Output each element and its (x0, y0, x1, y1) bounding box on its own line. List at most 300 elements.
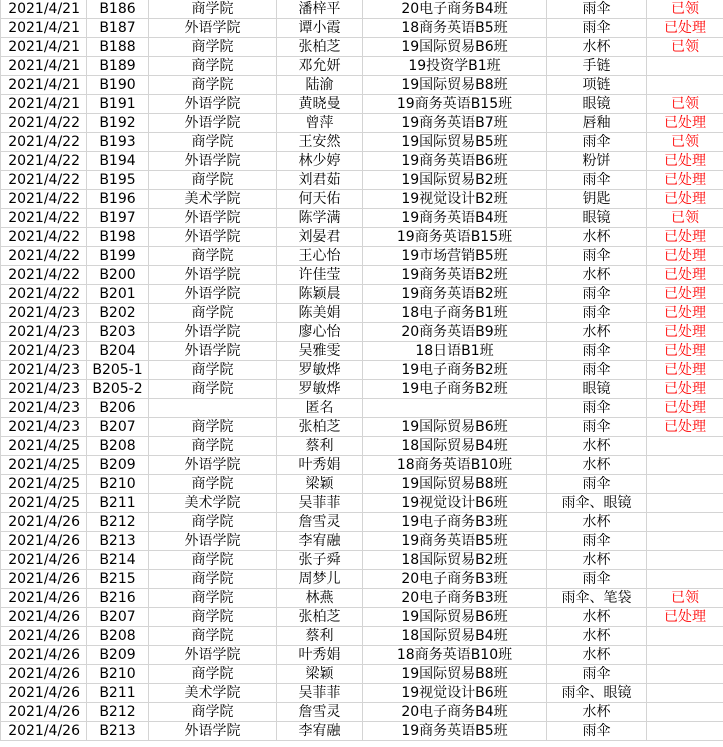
cell-college[interactable]: 商学院 (149, 380, 277, 399)
cell-code[interactable]: B197 (87, 209, 149, 228)
cell-code[interactable]: B190 (87, 76, 149, 95)
table-row (1, 304, 723, 323)
cell-date[interactable]: 2021/4/21 (1, 0, 87, 19)
cell-status[interactable]: 已处理 (647, 285, 723, 304)
cell-date[interactable]: 2021/4/22 (1, 190, 87, 209)
table-row (1, 589, 723, 608)
cell-code[interactable]: B206 (87, 399, 149, 418)
cell-item[interactable]: 水杯 (547, 627, 647, 646)
cell-code[interactable]: B199 (87, 247, 149, 266)
cell-class[interactable]: 19国际贸易B6班 (363, 418, 547, 437)
cell-status[interactable]: 已处理 (647, 342, 723, 361)
cell-item[interactable]: 雨伞 (547, 0, 647, 19)
cell-name[interactable]: 邓允妍 (277, 57, 363, 76)
cell-date[interactable]: 2021/4/23 (1, 304, 87, 323)
cell-item[interactable]: 水杯 (547, 646, 647, 665)
cell-code[interactable]: B208 (87, 437, 149, 456)
table-row (1, 513, 723, 532)
table-row (1, 646, 723, 665)
cell-class[interactable]: 19国际贸易B5班 (363, 133, 547, 152)
cell-status[interactable]: 已处理 (647, 152, 723, 171)
cell-item[interactable]: 水杯 (547, 437, 647, 456)
cell-code[interactable]: B196 (87, 190, 149, 209)
cell-class[interactable]: 19商务英语B2班 (363, 285, 547, 304)
cell-college[interactable]: 外语学院 (149, 114, 277, 133)
cell-date[interactable]: 2021/4/23 (1, 380, 87, 399)
cell-item[interactable]: 雨伞 (547, 304, 647, 323)
cell-class[interactable] (363, 399, 547, 418)
cell-date[interactable]: 2021/4/26 (1, 570, 87, 589)
cell-name[interactable]: 廖心怡 (277, 323, 363, 342)
cell-code[interactable]: B209 (87, 456, 149, 475)
cell-name[interactable]: 李宥融 (277, 722, 363, 741)
cell-name[interactable]: 张柏芝 (277, 608, 363, 627)
cell-status[interactable]: 已领 (647, 589, 723, 608)
cell-code[interactable]: B186 (87, 0, 149, 19)
cell-code[interactable]: B208 (87, 627, 149, 646)
cell-college[interactable]: 外语学院 (149, 722, 277, 741)
table-row (1, 361, 723, 380)
cell-item[interactable]: 唇釉 (547, 114, 647, 133)
cell-status[interactable]: 已处理 (647, 323, 723, 342)
cell-name[interactable]: 刘晏君 (277, 228, 363, 247)
cell-item[interactable]: 水杯 (547, 513, 647, 532)
cell-status[interactable]: 已领 (647, 38, 723, 57)
cell-date[interactable]: 2021/4/25 (1, 456, 87, 475)
cell-item[interactable]: 水杯 (547, 456, 647, 475)
cell-date[interactable]: 2021/4/26 (1, 703, 87, 722)
cell-code[interactable]: B210 (87, 475, 149, 494)
cell-college[interactable] (149, 399, 277, 418)
cell-item[interactable]: 雨伞 (547, 532, 647, 551)
cell-status[interactable] (647, 722, 723, 741)
cell-code[interactable]: B215 (87, 570, 149, 589)
cell-status[interactable] (647, 551, 723, 570)
cell-code[interactable]: B213 (87, 532, 149, 551)
cell-name[interactable]: 谭小霞 (277, 19, 363, 38)
cell-class[interactable]: 18日语B1班 (363, 342, 547, 361)
cell-class[interactable]: 18国际贸易B4班 (363, 437, 547, 456)
cell-class[interactable]: 19商务英语B5班 (363, 532, 547, 551)
cell-item[interactable]: 雨伞 (547, 722, 647, 741)
cell-status[interactable]: 已领 (647, 209, 723, 228)
cell-name[interactable]: 张柏芝 (277, 418, 363, 437)
cell-college[interactable]: 商学院 (149, 57, 277, 76)
cell-status[interactable]: 已领 (647, 95, 723, 114)
cell-college[interactable]: 商学院 (149, 703, 277, 722)
table-row (1, 475, 723, 494)
cell-class[interactable]: 19国际贸易B2班 (363, 171, 547, 190)
cell-item[interactable]: 眼镜 (547, 209, 647, 228)
cell-status[interactable] (647, 513, 723, 532)
cell-class[interactable]: 19国际贸易B6班 (363, 38, 547, 57)
cell-date[interactable]: 2021/4/22 (1, 152, 87, 171)
cell-status[interactable] (647, 57, 723, 76)
cell-item[interactable]: 雨伞、眼镜 (547, 494, 647, 513)
cell-college[interactable]: 外语学院 (149, 266, 277, 285)
cell-date[interactable]: 2021/4/26 (1, 513, 87, 532)
cell-date[interactable]: 2021/4/23 (1, 418, 87, 437)
cell-class[interactable]: 18国际贸易B4班 (363, 627, 547, 646)
cell-date[interactable]: 2021/4/26 (1, 684, 87, 703)
cell-status[interactable]: 已处理 (647, 304, 723, 323)
cell-college[interactable]: 外语学院 (149, 19, 277, 38)
cell-date[interactable]: 2021/4/26 (1, 551, 87, 570)
table-row (1, 570, 723, 589)
cell-name[interactable]: 王安然 (277, 133, 363, 152)
cell-item[interactable]: 雨伞 (547, 171, 647, 190)
cell-college[interactable]: 外语学院 (149, 646, 277, 665)
cell-code[interactable]: B211 (87, 494, 149, 513)
cell-date[interactable]: 2021/4/26 (1, 665, 87, 684)
table-row (1, 228, 723, 247)
cell-class[interactable]: 19视觉设计B6班 (363, 494, 547, 513)
cell-name[interactable]: 曾萍 (277, 114, 363, 133)
cell-name[interactable]: 周梦儿 (277, 570, 363, 589)
cell-status[interactable]: 已处理 (647, 19, 723, 38)
cell-date[interactable]: 2021/4/22 (1, 285, 87, 304)
cell-date[interactable]: 2021/4/21 (1, 76, 87, 95)
cell-college[interactable]: 外语学院 (149, 95, 277, 114)
cell-class[interactable]: 19商务英语B7班 (363, 114, 547, 133)
cell-status[interactable]: 已处理 (647, 228, 723, 247)
cell-item[interactable]: 水杯 (547, 228, 647, 247)
cell-date[interactable]: 2021/4/26 (1, 627, 87, 646)
cell-college[interactable]: 商学院 (149, 304, 277, 323)
cell-class[interactable]: 19电子商务B2班 (363, 380, 547, 399)
cell-code[interactable]: B195 (87, 171, 149, 190)
cell-college[interactable]: 外语学院 (149, 342, 277, 361)
table-row (1, 171, 723, 190)
cell-item[interactable]: 雨伞 (547, 19, 647, 38)
cell-class[interactable]: 18商务英语B10班 (363, 646, 547, 665)
cell-item[interactable]: 水杯 (547, 703, 647, 722)
cell-item[interactable]: 雨伞 (547, 361, 647, 380)
cell-college[interactable]: 商学院 (149, 361, 277, 380)
cell-item[interactable]: 手链 (547, 57, 647, 76)
cell-name[interactable]: 叶秀娟 (277, 646, 363, 665)
cell-class[interactable]: 19商务英语B6班 (363, 152, 547, 171)
cell-date[interactable]: 2021/4/22 (1, 133, 87, 152)
cell-date[interactable]: 2021/4/22 (1, 228, 87, 247)
cell-class[interactable]: 18商务英语B5班 (363, 19, 547, 38)
cell-college[interactable]: 商学院 (149, 627, 277, 646)
cell-code[interactable]: B191 (87, 95, 149, 114)
cell-class[interactable]: 19投资学B1班 (363, 57, 547, 76)
cell-status[interactable]: 已处理 (647, 380, 723, 399)
table-row (1, 323, 723, 342)
grid-body (1, 0, 723, 741)
cell-item[interactable]: 雨伞 (547, 247, 647, 266)
cell-name[interactable]: 刘君茹 (277, 171, 363, 190)
cell-college[interactable]: 外语学院 (149, 285, 277, 304)
table-row (1, 266, 723, 285)
cell-date[interactable]: 2021/4/25 (1, 437, 87, 456)
cell-date[interactable]: 2021/4/22 (1, 247, 87, 266)
cell-date[interactable]: 2021/4/21 (1, 38, 87, 57)
cell-code[interactable]: B212 (87, 513, 149, 532)
cell-item[interactable]: 水杯 (547, 608, 647, 627)
cell-college[interactable]: 外语学院 (149, 532, 277, 551)
cell-date[interactable]: 2021/4/23 (1, 399, 87, 418)
table-row (1, 684, 723, 703)
cell-item[interactable]: 眼镜 (547, 380, 647, 399)
cell-status[interactable] (647, 703, 723, 722)
cell-code[interactable]: B203 (87, 323, 149, 342)
cell-code[interactable]: B205-1 (87, 361, 149, 380)
cell-class[interactable]: 20电子商务B3班 (363, 570, 547, 589)
cell-code[interactable]: B194 (87, 152, 149, 171)
cell-item[interactable]: 雨伞、眼镜 (547, 684, 647, 703)
cell-item[interactable]: 雨伞 (547, 475, 647, 494)
cell-date[interactable]: 2021/4/23 (1, 342, 87, 361)
cell-status[interactable]: 已处理 (647, 266, 723, 285)
cell-college[interactable]: 商学院 (149, 475, 277, 494)
cell-date[interactable]: 2021/4/25 (1, 494, 87, 513)
cell-name[interactable]: 蔡利 (277, 627, 363, 646)
table-row (1, 76, 723, 95)
cell-code[interactable]: B193 (87, 133, 149, 152)
cell-college[interactable]: 商学院 (149, 570, 277, 589)
cell-item[interactable]: 粉饼 (547, 152, 647, 171)
cell-name[interactable]: 王心怡 (277, 247, 363, 266)
table-row (1, 285, 723, 304)
cell-code[interactable]: B211 (87, 684, 149, 703)
cell-name[interactable]: 梁颖 (277, 475, 363, 494)
cell-name[interactable]: 吴菲菲 (277, 494, 363, 513)
table-row (1, 627, 723, 646)
cell-status[interactable] (647, 76, 723, 95)
cell-name[interactable]: 张子舜 (277, 551, 363, 570)
cell-college[interactable]: 商学院 (149, 665, 277, 684)
table-row (1, 57, 723, 76)
cell-status[interactable] (647, 532, 723, 551)
cell-code[interactable]: B213 (87, 722, 149, 741)
cell-college[interactable]: 商学院 (149, 589, 277, 608)
cell-item[interactable]: 项链 (547, 76, 647, 95)
cell-item[interactable]: 雨伞、笔袋 (547, 589, 647, 608)
cell-code[interactable]: B188 (87, 38, 149, 57)
cell-item[interactable]: 雨伞 (547, 342, 647, 361)
cell-status[interactable]: 已处理 (647, 171, 723, 190)
cell-status[interactable] (647, 646, 723, 665)
cell-class[interactable]: 19市场营销B5班 (363, 247, 547, 266)
cell-name[interactable]: 林燕 (277, 589, 363, 608)
cell-date[interactable]: 2021/4/26 (1, 722, 87, 741)
cell-date[interactable]: 2021/4/23 (1, 361, 87, 380)
cell-date[interactable]: 2021/4/21 (1, 95, 87, 114)
cell-status[interactable] (647, 627, 723, 646)
table-row (1, 342, 723, 361)
cell-status[interactable] (647, 437, 723, 456)
cell-name[interactable]: 詹雪灵 (277, 703, 363, 722)
cell-item[interactable]: 雨伞 (547, 399, 647, 418)
cell-code[interactable]: B210 (87, 665, 149, 684)
cell-class[interactable]: 19商务英语B5班 (363, 722, 547, 741)
cell-name[interactable]: 陈美娟 (277, 304, 363, 323)
cell-code[interactable]: B214 (87, 551, 149, 570)
cell-name[interactable]: 梁颖 (277, 665, 363, 684)
cell-college[interactable]: 美术学院 (149, 494, 277, 513)
cell-class[interactable]: 19国际贸易B6班 (363, 608, 547, 627)
cell-date[interactable]: 2021/4/22 (1, 114, 87, 133)
cell-name[interactable]: 蔡利 (277, 437, 363, 456)
cell-status[interactable] (647, 684, 723, 703)
cell-item[interactable]: 雨伞 (547, 418, 647, 437)
cell-college[interactable]: 商学院 (149, 38, 277, 57)
cell-date[interactable]: 2021/4/22 (1, 209, 87, 228)
cell-college[interactable]: 商学院 (149, 513, 277, 532)
cell-name[interactable]: 陈学满 (277, 209, 363, 228)
cell-code[interactable]: B202 (87, 304, 149, 323)
cell-status[interactable] (647, 456, 723, 475)
table-row (1, 95, 723, 114)
cell-class[interactable]: 18国际贸易B2班 (363, 551, 547, 570)
cell-class[interactable]: 19商务英语B15班 (363, 228, 547, 247)
cell-name[interactable]: 罗敏烨 (277, 361, 363, 380)
cell-name[interactable]: 吴雅雯 (277, 342, 363, 361)
cell-status[interactable]: 已处理 (647, 418, 723, 437)
cell-name[interactable]: 李宥融 (277, 532, 363, 551)
cell-date[interactable]: 2021/4/21 (1, 19, 87, 38)
cell-name[interactable]: 詹雪灵 (277, 513, 363, 532)
cell-name[interactable]: 吴菲菲 (277, 684, 363, 703)
cell-code[interactable]: B201 (87, 285, 149, 304)
cell-item[interactable]: 水杯 (547, 38, 647, 57)
table-row (1, 247, 723, 266)
cell-status[interactable]: 已处理 (647, 190, 723, 209)
cell-college[interactable]: 商学院 (149, 437, 277, 456)
cell-date[interactable]: 2021/4/21 (1, 57, 87, 76)
cell-date[interactable]: 2021/4/26 (1, 646, 87, 665)
cell-date[interactable]: 2021/4/22 (1, 171, 87, 190)
table-row (1, 456, 723, 475)
cell-status[interactable]: 已处理 (647, 361, 723, 380)
cell-code[interactable]: B187 (87, 19, 149, 38)
table-row (1, 494, 723, 513)
cell-item[interactable]: 水杯 (547, 551, 647, 570)
cell-code[interactable]: B205-2 (87, 380, 149, 399)
cell-item[interactable]: 雨伞 (547, 665, 647, 684)
table-row (1, 209, 723, 228)
cell-date[interactable]: 2021/4/23 (1, 323, 87, 342)
cell-name[interactable]: 潘梓平 (277, 0, 363, 19)
cell-code[interactable]: B198 (87, 228, 149, 247)
cell-status[interactable] (647, 494, 723, 513)
cell-name[interactable]: 陈颖晨 (277, 285, 363, 304)
cell-class[interactable]: 19商务英语B2班 (363, 266, 547, 285)
cell-code[interactable]: B189 (87, 57, 149, 76)
table-row (1, 380, 723, 399)
cell-date[interactable]: 2021/4/26 (1, 589, 87, 608)
cell-class[interactable]: 19视觉设计B6班 (363, 684, 547, 703)
cell-class[interactable]: 20电子商务B4班 (363, 703, 547, 722)
cell-college[interactable]: 商学院 (149, 551, 277, 570)
cell-status[interactable]: 已处理 (647, 399, 723, 418)
cell-item[interactable]: 雨伞 (547, 285, 647, 304)
cell-code[interactable]: B204 (87, 342, 149, 361)
cell-status[interactable]: 已处理 (647, 608, 723, 627)
cell-college[interactable]: 商学院 (149, 171, 277, 190)
cell-class[interactable]: 19国际贸易B8班 (363, 665, 547, 684)
cell-college[interactable]: 商学院 (149, 76, 277, 95)
cell-date[interactable]: 2021/4/26 (1, 608, 87, 627)
cell-name[interactable]: 黄晓曼 (277, 95, 363, 114)
cell-name[interactable]: 张柏芝 (277, 38, 363, 57)
cell-class[interactable]: 19商务英语B4班 (363, 209, 547, 228)
cell-class[interactable]: 19电子商务B3班 (363, 513, 547, 532)
cell-date[interactable]: 2021/4/22 (1, 266, 87, 285)
cell-item[interactable]: 眼镜 (547, 95, 647, 114)
cell-college[interactable]: 美术学院 (149, 684, 277, 703)
cell-code[interactable]: B207 (87, 608, 149, 627)
cell-college[interactable]: 商学院 (149, 608, 277, 627)
cell-college[interactable]: 外语学院 (149, 152, 277, 171)
cell-college[interactable]: 商学院 (149, 418, 277, 437)
cell-status[interactable]: 已领 (647, 133, 723, 152)
cell-college[interactable]: 外语学院 (149, 209, 277, 228)
cell-item[interactable]: 雨伞 (547, 570, 647, 589)
cell-status[interactable]: 已处理 (647, 247, 723, 266)
cell-status[interactable] (647, 475, 723, 494)
cell-date[interactable]: 2021/4/26 (1, 532, 87, 551)
cell-code[interactable]: B192 (87, 114, 149, 133)
cell-class[interactable]: 19国际贸易B8班 (363, 475, 547, 494)
cell-status[interactable] (647, 570, 723, 589)
cell-class[interactable]: 19视觉设计B2班 (363, 190, 547, 209)
cell-class[interactable]: 20电子商务B3班 (363, 589, 547, 608)
cell-college[interactable]: 外语学院 (149, 323, 277, 342)
cell-class[interactable]: 19电子商务B2班 (363, 361, 547, 380)
cell-item[interactable]: 水杯 (547, 266, 647, 285)
cell-item[interactable]: 钥匙 (547, 190, 647, 209)
cell-class[interactable]: 20电子商务B4班 (363, 0, 547, 19)
cell-college[interactable]: 商学院 (149, 247, 277, 266)
cell-code[interactable]: B207 (87, 418, 149, 437)
cell-class[interactable]: 19商务英语B15班 (363, 95, 547, 114)
cell-code[interactable]: B209 (87, 646, 149, 665)
cell-date[interactable]: 2021/4/25 (1, 475, 87, 494)
cell-name[interactable]: 林少婷 (277, 152, 363, 171)
cell-college[interactable]: 外语学院 (149, 228, 277, 247)
cell-name[interactable]: 罗敏烨 (277, 380, 363, 399)
cell-class[interactable]: 20商务英语B9班 (363, 323, 547, 342)
cell-item[interactable]: 水杯 (547, 323, 647, 342)
cell-status[interactable] (647, 665, 723, 684)
cell-class[interactable]: 18电子商务B1班 (363, 304, 547, 323)
cell-status[interactable]: 已处理 (647, 114, 723, 133)
cell-college[interactable]: 商学院 (149, 133, 277, 152)
table-row (1, 0, 723, 19)
table-row (1, 190, 723, 209)
cell-name[interactable]: 何天佑 (277, 190, 363, 209)
cell-code[interactable]: B212 (87, 703, 149, 722)
cell-item[interactable]: 雨伞 (547, 133, 647, 152)
cell-class[interactable]: 19国际贸易B8班 (363, 76, 547, 95)
cell-code[interactable]: B216 (87, 589, 149, 608)
cell-college[interactable]: 商学院 (149, 0, 277, 19)
cell-name[interactable]: 许佳莹 (277, 266, 363, 285)
table-row (1, 722, 723, 741)
cell-name[interactable]: 叶秀娟 (277, 456, 363, 475)
cell-name[interactable]: 陆渝 (277, 76, 363, 95)
cell-college[interactable]: 外语学院 (149, 456, 277, 475)
cell-class[interactable]: 18商务英语B10班 (363, 456, 547, 475)
cell-code[interactable]: B200 (87, 266, 149, 285)
cell-name[interactable]: 匿名 (277, 399, 363, 418)
cell-college[interactable]: 美术学院 (149, 190, 277, 209)
cell-status[interactable]: 已领 (647, 0, 723, 19)
